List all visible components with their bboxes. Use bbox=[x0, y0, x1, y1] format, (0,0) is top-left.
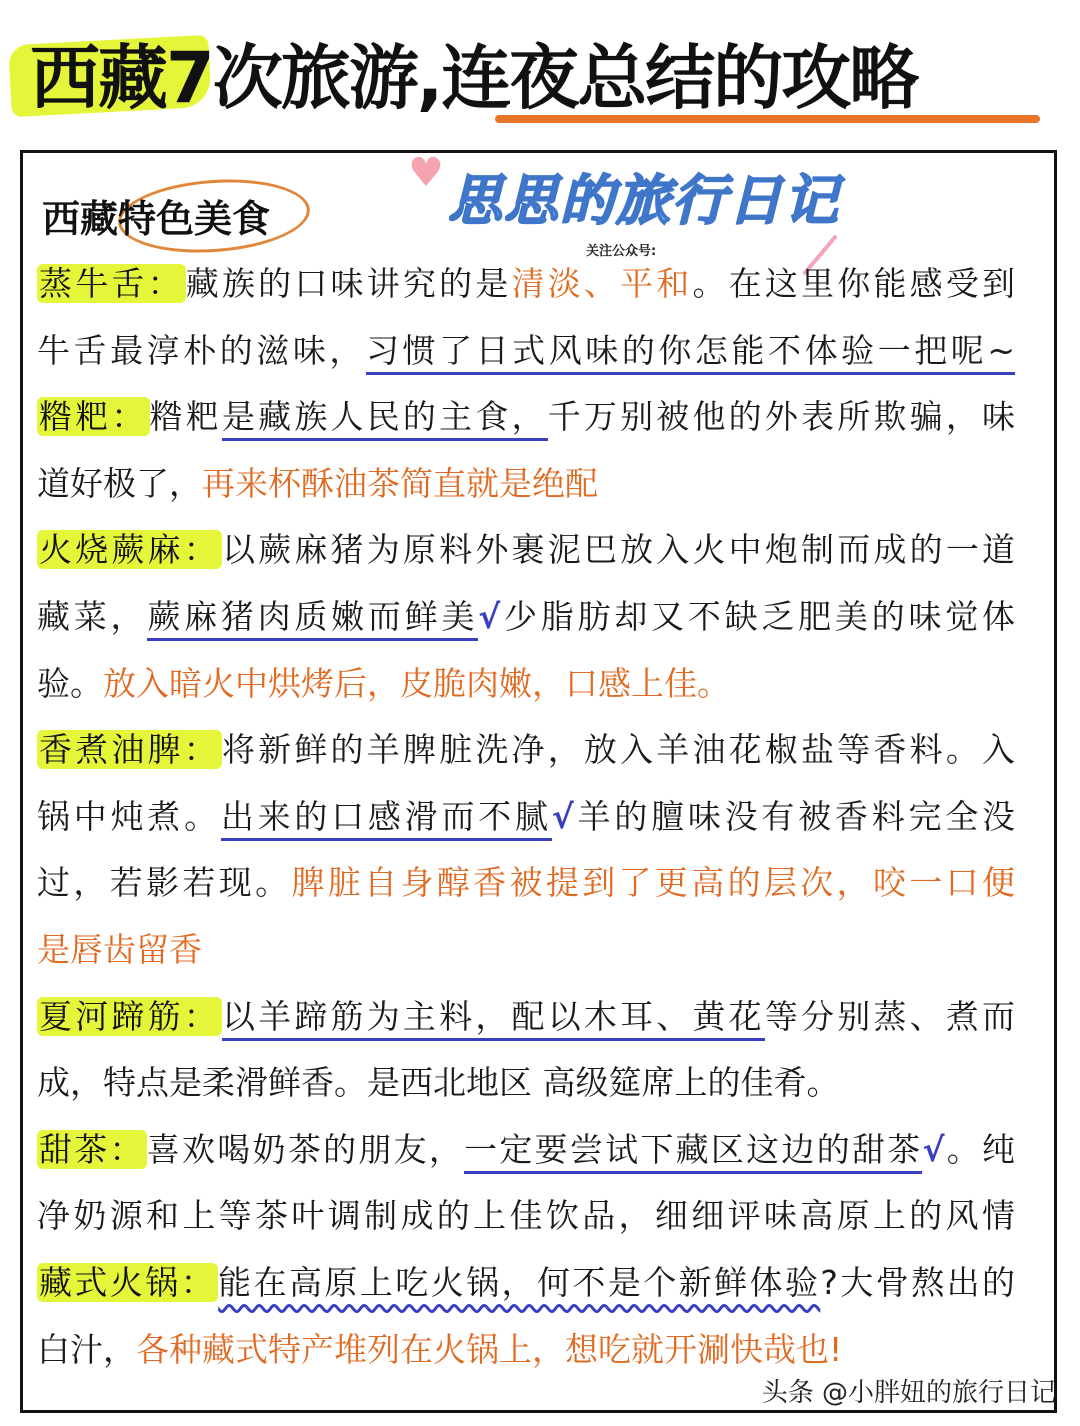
text-line bbox=[37, 995, 1015, 1039]
page-title: 西藏7次旅游,连夜总结的攻略 bbox=[30, 37, 918, 119]
underlined-text: 以羊蹄筋为主料，配以木耳、黄花 bbox=[222, 997, 765, 1041]
body-text: 。在这里你能感受到 bbox=[692, 264, 1016, 303]
food-name-label: 糌粑： bbox=[39, 397, 148, 437]
text-line bbox=[37, 795, 1015, 839]
food-name-label: 夏河蹄筋： bbox=[39, 996, 220, 1036]
body-text: 藏族的口味讲究的是 bbox=[185, 264, 512, 303]
body-text: 成，特点是柔滑鲜香。是西北地区 高级筵席上的佳肴。 bbox=[37, 1063, 840, 1103]
food-name-label: 蒸牛舌： bbox=[39, 264, 184, 303]
text-line bbox=[37, 462, 1015, 506]
food-name-label: 藏式火锅： bbox=[39, 1263, 217, 1302]
body-text: 等分别蒸、煮而 bbox=[764, 996, 1016, 1036]
underlined-text: 是藏族人民的主食， bbox=[222, 397, 548, 441]
body-text: 道好极了， bbox=[37, 463, 202, 503]
body-text: 将新鲜的羊脾脏洗净，放入羊油花椒盐等香料。入 bbox=[221, 730, 1016, 770]
text-line bbox=[37, 928, 1015, 972]
body-text: 锅中炖煮。 bbox=[37, 796, 221, 836]
body-text: 牛舌最淳朴的滋味， bbox=[37, 330, 366, 370]
food-name-label: 香煮油脾： bbox=[39, 730, 220, 770]
text-line bbox=[37, 1061, 1015, 1105]
body-text: 白汁， bbox=[37, 1329, 136, 1369]
text-line bbox=[37, 395, 1015, 439]
text-line bbox=[37, 262, 1015, 306]
footer-watermark: 头条 @小胖妞的旅行日记 bbox=[761, 1378, 1056, 1408]
body-text: 糌粑 bbox=[149, 397, 222, 437]
underlined-text: 出来的口感滑而不腻 bbox=[221, 797, 552, 841]
body-text: 少脂肪却又不缺乏肥美的味觉体 bbox=[500, 597, 1016, 636]
highlight-text: 放入暗火中烘烤后，皮脆肉嫩，口感上佳。 bbox=[103, 663, 730, 703]
text-line bbox=[37, 1128, 1015, 1172]
body-text: 净奶源和上等茶叶调制成的上佳饮品，细细评味高原上的风情 bbox=[37, 1196, 1015, 1236]
text-line bbox=[37, 329, 1015, 373]
highlight-text: 脾脏自身醇香被提到了更高的层次，咬一口便 bbox=[291, 863, 1016, 903]
text-line bbox=[37, 1194, 1015, 1238]
text-line bbox=[37, 662, 1015, 706]
highlight-text: 再来杯酥油茶简直就是绝配 bbox=[202, 463, 598, 503]
wavy-underlined-text: 能在高原上吃火锅，何不是个新鲜体验 bbox=[218, 1263, 821, 1302]
text-line bbox=[37, 528, 1015, 572]
check-mark-icon: √ bbox=[922, 1129, 945, 1169]
body-text: 过，若影若现。 bbox=[37, 863, 292, 903]
highlight-text: 清淡、平和 bbox=[511, 264, 693, 303]
underlined-text: 习惯了日式风味的你怎能不体验一把呢~ bbox=[366, 331, 1015, 375]
brand-watermark: 思思的旅行日记 bbox=[448, 169, 840, 232]
underlined-text: 一定要尝试下藏区这边的甜茶 bbox=[464, 1130, 922, 1174]
food-name-label: 火烧蕨麻： bbox=[39, 530, 220, 570]
section-title: 西藏特色美食 bbox=[42, 197, 271, 241]
body-text: 藏菜， bbox=[37, 597, 148, 636]
underlined-text: 蕨麻猪肉质嫩而鲜美 bbox=[147, 597, 478, 641]
body-text: 。纯 bbox=[944, 1129, 1016, 1169]
follow-text: 关注公众号: bbox=[586, 244, 657, 259]
text-line bbox=[37, 728, 1015, 772]
body-text: ?大骨熬出的 bbox=[820, 1263, 1016, 1302]
body-text: 羊的膻味没有被香料完全没 bbox=[573, 796, 1016, 836]
body-text: 千万别被他的外表所欺骗，味 bbox=[547, 397, 1016, 437]
check-mark-icon: √ bbox=[478, 597, 501, 636]
body-text: 以蕨麻猪为原料外裹泥巴放入火中炮制而成的一道 bbox=[221, 530, 1016, 570]
text-line bbox=[37, 861, 1015, 905]
food-name-label: 甜茶： bbox=[39, 1129, 145, 1169]
body-text: 验。 bbox=[37, 663, 103, 703]
body-text: 喜欢喝奶茶的朋友， bbox=[146, 1129, 465, 1169]
text-line bbox=[37, 595, 1015, 639]
highlight-text: 各种藏式特产堆列在火锅上，想吃就开涮快哉也! bbox=[136, 1329, 843, 1369]
check-mark-icon: √ bbox=[551, 796, 574, 836]
highlight-text: 是唇齿留香 bbox=[37, 930, 202, 969]
text-line bbox=[37, 1261, 1015, 1305]
text-line bbox=[37, 1328, 1015, 1372]
heart-icon: ♥ bbox=[408, 150, 444, 196]
